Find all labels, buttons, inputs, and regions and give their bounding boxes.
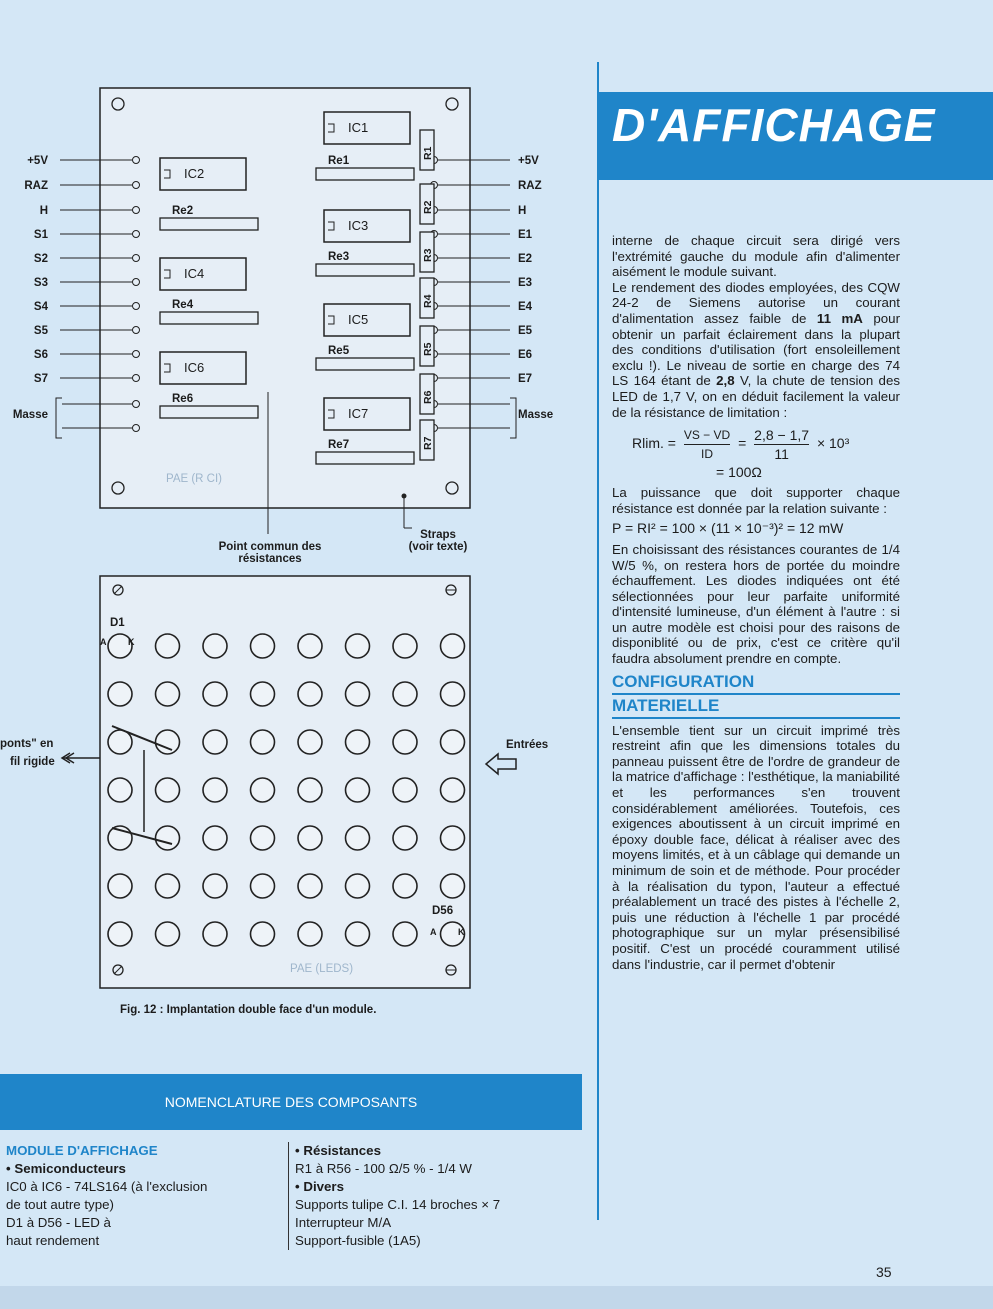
right-connector-label: Masse [518, 409, 554, 421]
led [203, 922, 227, 946]
divers-line: Supports tulipe C.I. 14 broches × 7 [295, 1197, 501, 1212]
left-connector-label: S2 [33, 253, 48, 265]
bottom-board-mark: PAE (LEDS) [290, 963, 354, 975]
led [156, 922, 180, 946]
ic-label: IC3 [348, 218, 369, 233]
d56-cathode: K [458, 927, 465, 937]
res-title: • Résistances [295, 1143, 381, 1158]
page-title: D'AFFICHAGE [612, 99, 936, 151]
led [298, 874, 322, 898]
led-matrix-diagram [0, 570, 590, 1000]
paragraph-1: interne de chaque circuit sera dirigé vers l'extrémité gauche du module afin d'alimenter aisément le module suivant. [612, 233, 900, 280]
led [203, 682, 227, 706]
led [251, 922, 275, 946]
right-connector-label: E1 [518, 229, 533, 241]
led [393, 682, 417, 706]
left-connector-label: S7 [33, 373, 48, 385]
led [346, 682, 370, 706]
led [298, 730, 322, 754]
component-layout-diagram [0, 60, 590, 570]
nomenclature-header: NOMENCLATURE DES COMPOSANTS [0, 1074, 582, 1130]
paragraph-5: L'ensemble tient sur un circuit imprimé très restreint afin que les dimensions totales du panneau puissent être de l'ordre de grandeur de la matrice d'affichage : l'esthétique, la maniabilité et les performances s'en trouvent considérablement améliorées. Toutefois, ces exigences aboutissent à un circuit imprimé en époxy double face, délicat à réaliser avec des moyens limités, et à un câblage qui demande un minimum de soin et de méthode. Pour procéder à la réalisation du typon, l'auteur a effectué préalablement un tracé des pistes à l'échelle 2, puis une réduction à l'échelle 1 par procédé photographique sur un mylar présensibilisé positif. C'est un procédé couramment utilisé dans l'industrie, car il permet d'obtenir [612, 722, 900, 972]
led [298, 922, 322, 946]
led [251, 730, 275, 754]
resistor-array-label: Re7 [328, 439, 350, 451]
entrees-label: Entrées [506, 739, 549, 751]
semi-line: D1 à D56 - LED à [6, 1215, 111, 1230]
right-connector-label: E4 [518, 301, 533, 313]
led [393, 826, 417, 850]
led [156, 778, 180, 802]
led [298, 778, 322, 802]
power-formula: P = RI² = 100 × (11 × 10⁻³)² = 12 mW [612, 520, 844, 537]
resistor-label: R2 [422, 200, 434, 214]
resistor-array-label: Re6 [172, 393, 194, 405]
semi-title: • Semiconducteurs [6, 1161, 126, 1176]
nomenclature-right [288, 1142, 587, 1250]
resistor-array-label: Re3 [328, 251, 350, 263]
led [203, 730, 227, 754]
straps-label-1: Straps [420, 529, 456, 541]
ic-label: IC1 [348, 120, 369, 135]
led [393, 730, 417, 754]
right-connector-label: H [518, 205, 527, 217]
led [108, 922, 132, 946]
ic-label: IC6 [184, 360, 205, 375]
page-edge [0, 1286, 993, 1309]
led [156, 874, 180, 898]
paragraph-3: La puissance que doit supporter chaque résistance est donnée par la relation suivante : [612, 485, 900, 516]
led [298, 634, 322, 658]
led [156, 826, 180, 850]
paragraph-4: En choisissant des résistances courantes de 1/4 W/5 %, on restera hors de portée du moindre échauffement. Les diodes indiquées ont été sélectionnées pour leur parfaite uniformité d'intensité lumineuse, d'un élément à l'autre : si un autre modèle est choisi pour des raisons de disponiblité ou de prix, c'est ce critère qu'il faudra absolument prendre en compte. [612, 541, 900, 667]
nomenclature-left [6, 1142, 278, 1250]
led [251, 634, 275, 658]
led [203, 826, 227, 850]
led [393, 634, 417, 658]
led [156, 730, 180, 754]
page-number: 35 [876, 1264, 892, 1280]
article-column [612, 233, 900, 972]
led [251, 682, 275, 706]
left-connector-label: +5V [27, 155, 48, 167]
d56-anode: A [430, 927, 437, 937]
right-connector-label: E7 [518, 373, 533, 385]
right-connector-label: RAZ [518, 180, 542, 192]
d1-cathode: K [128, 637, 135, 647]
led [346, 874, 370, 898]
resistor-label: R1 [422, 146, 434, 160]
resistor-label: R4 [422, 294, 434, 308]
resistor-label: R7 [422, 436, 434, 450]
divers-title: • Divers [295, 1179, 345, 1194]
divers-line: Interrupteur M/A [295, 1215, 392, 1230]
common-point-label-1: Point commun des [218, 541, 322, 553]
ic-label: IC4 [184, 266, 205, 281]
res-line: R1 à R56 - 100 Ω/5 % - 1/4 W [295, 1161, 472, 1176]
resistor-array-label: Re1 [328, 155, 350, 167]
led [346, 778, 370, 802]
straps-label-2: (voir texte) [408, 541, 468, 553]
ic-label: IC5 [348, 312, 369, 327]
led [441, 874, 465, 898]
resistor-label: R6 [422, 390, 434, 404]
left-connector-label: S5 [33, 325, 48, 337]
left-connector-label: Masse [12, 409, 48, 421]
divers-line: Support-fusible (1A5) [295, 1233, 421, 1248]
resistor-label: R5 [422, 342, 434, 356]
led [251, 826, 275, 850]
led [251, 778, 275, 802]
led [441, 778, 465, 802]
led [393, 778, 417, 802]
led [441, 634, 465, 658]
module-title: MODULE D'AFFICHAGE [6, 1143, 158, 1158]
ic-label: IC2 [184, 166, 205, 181]
ponts-label-1: ponts" en [0, 738, 54, 750]
column-separator [597, 62, 599, 1220]
left-connector-label: S4 [33, 301, 48, 313]
led [393, 922, 417, 946]
resistor-array-label: Re2 [172, 205, 194, 217]
ponts-label-2: fil rigide [10, 756, 55, 768]
common-point-label-2: résistances [238, 553, 302, 565]
resistor-array-label: Re4 [172, 299, 194, 311]
led [298, 826, 322, 850]
led [441, 682, 465, 706]
resistor-label: R3 [422, 248, 434, 262]
left-connector-label: S6 [33, 349, 48, 361]
led [346, 730, 370, 754]
right-connector-label: E5 [518, 325, 533, 337]
figure-caption: Fig. 12 : Implantation double face d'un module. [120, 1004, 377, 1016]
led [203, 874, 227, 898]
ic-label: IC7 [348, 406, 369, 421]
led [441, 730, 465, 754]
semi-line: haut rendement [6, 1233, 100, 1248]
led [108, 874, 132, 898]
paragraph-2: Le rendement des diodes employées, des CQW 24-2 de Siemens autorise un courant d'alimentation assez faible de 11 mA pour obtenir un parfait éclairement dans la plupart des conditions d'utilisation (fort ensoleillement exclu !). Le niveau de sortie en charge des 74 LS 164 étant de 2,8 V, la chute de tension des LED de 1,7 V, on en déduit facilement la valeur de la résistance de limitation : [612, 279, 900, 420]
d1-label: D1 [110, 617, 125, 629]
left-connector-label: S3 [33, 277, 48, 289]
d56-label: D56 [432, 905, 454, 917]
led [393, 874, 417, 898]
section-heading-1: CONFIGURATION [612, 671, 900, 695]
semi-line: IC0 à IC6 - 74LS164 (à l'exclusion [6, 1179, 208, 1194]
led [441, 826, 465, 850]
led [156, 634, 180, 658]
led [298, 682, 322, 706]
right-connector-label: +5V [518, 155, 539, 167]
right-connector-label: E6 [518, 349, 533, 361]
left-connector-label: S1 [33, 229, 48, 241]
section-heading-2: MATERIELLE [612, 695, 900, 719]
left-connector-label: H [39, 205, 48, 217]
led [203, 778, 227, 802]
led [156, 682, 180, 706]
led [251, 874, 275, 898]
led [346, 826, 370, 850]
d1-anode: A [100, 637, 107, 647]
semi-line: de tout autre type) [6, 1197, 114, 1212]
resistance-formula: Rlim. = $\frac{VS - VD}{ID}$ = $\frac{2,8 - 1,7}{11}$ × 10³ = 100Ω [632, 427, 850, 481]
led [346, 634, 370, 658]
right-connector-label: E2 [518, 253, 533, 265]
top-board-mark: PAE (R CI) [166, 473, 223, 485]
led [108, 778, 132, 802]
led [108, 682, 132, 706]
left-connector-label: RAZ [24, 180, 48, 192]
led [346, 922, 370, 946]
right-connector-label: E3 [518, 277, 533, 289]
led [203, 634, 227, 658]
resistor-array-label: Re5 [328, 345, 350, 357]
